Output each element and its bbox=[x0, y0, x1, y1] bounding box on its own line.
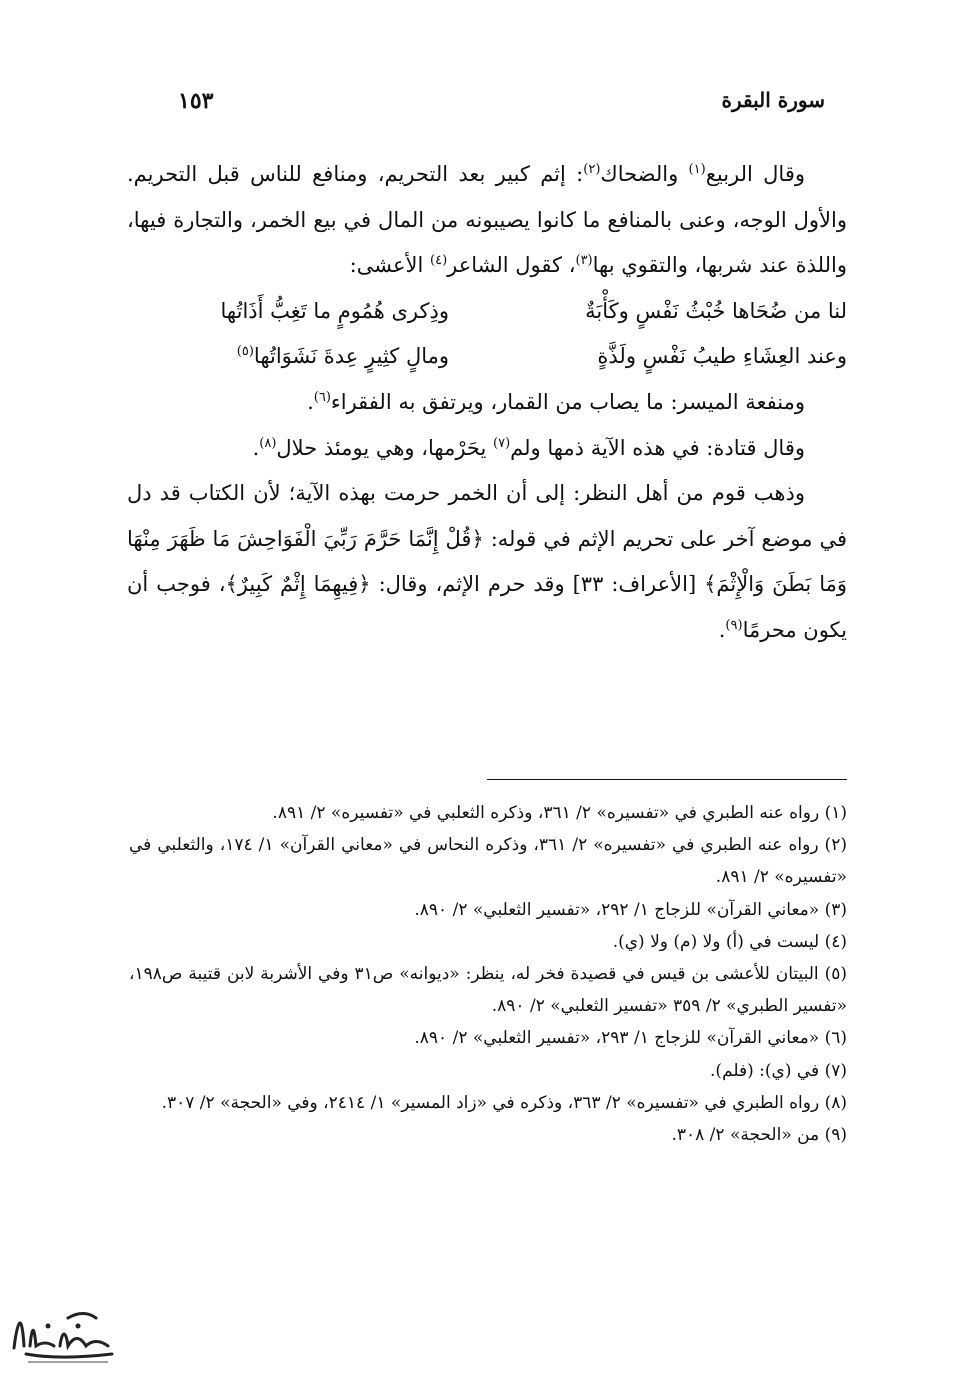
text: : إثم كبير بعد التحريم، ومنافع للناس قبل التحريم. والأول الوجه، وعنى بالمنافع ما كانوا يصيبونه من المال في بيع الخمر، والتجارة فيها، واللذة عند شربها، والتقوي بها bbox=[127, 162, 847, 278]
quran-quote-2: ﴿فِيهِمَا إِثْمٌ كَبِيرٌ﴾ bbox=[225, 572, 371, 597]
verse-2 bbox=[129, 334, 847, 380]
footnote-4: (٤) ليست في (أ) ولا (م) ولا (ي). bbox=[612, 931, 847, 952]
footnote-ref-7[interactable]: (٧) bbox=[493, 435, 511, 451]
footnote-ref-3[interactable]: (٣) bbox=[575, 253, 593, 269]
verse-2-second-hemistich bbox=[129, 334, 449, 380]
text: والضحاك bbox=[600, 162, 689, 186]
main-text bbox=[127, 152, 847, 654]
verse-2-first-hemistich: وعند العِشَاءِ طيبُ نَفْسٍ ولَذَّةٍ bbox=[597, 344, 847, 369]
text: ، كقول الشاعر bbox=[447, 253, 576, 278]
text: وقال الربيع bbox=[705, 162, 806, 186]
footnote-separator bbox=[487, 779, 847, 780]
footnote-2: (٢) رواه عنه الطبري في «تفسيره» ٢/ ٣٦١، وذكره النحاس في «معاني القرآن» ١/ ١٧٤، والثعلبي في «تفسيره» ٢/ ٨٩١. bbox=[129, 835, 847, 888]
publisher-logo bbox=[8, 1296, 120, 1366]
footnote-ref-9[interactable]: (٩) bbox=[725, 617, 743, 633]
text: ، فوجب أن يكون محرمًا bbox=[127, 572, 847, 642]
surah-title: سورة البقرة bbox=[721, 88, 825, 112]
paragraph-4 bbox=[127, 471, 847, 653]
footnote-ref-5[interactable]: (٥) bbox=[236, 344, 254, 360]
footnote-5: (٥) البيتان للأعشى بن قيس في قصيدة فخر له، ينظر: «ديوانه» ص٣١ وفي الأشربة لابن قتيبة ص١٩٨، «تفسير الطبري» ٢/ ٣٥٩ «تفسير الثعلبي» ٢/ ٨٩٠. bbox=[129, 964, 847, 1017]
calligraphy-logo-icon bbox=[8, 1296, 120, 1366]
verse-1-second-hemistich: وذِكرى هُمُومٍ ما تَغِبُّ أَذَاتُها bbox=[220, 298, 449, 323]
text: وقال قتادة: في هذه الآية ذمها ولم bbox=[510, 435, 805, 460]
text: يحَرْمها، وهي يومئذ حلال bbox=[276, 435, 494, 460]
footnote-1: (١) رواه عنه الطبري في «تفسيره» ٢/ ٣٦١، وذكره الثعلبي في «تفسيره» ٢/ ٨٩١. bbox=[272, 803, 847, 823]
paragraph-1 bbox=[127, 152, 847, 289]
footnote-ref-8[interactable]: (٨) bbox=[259, 435, 277, 451]
text: ومنفعة الميسر: ما يصاب من القمار، ويرتفق به الفقراء bbox=[330, 389, 805, 414]
text: . bbox=[307, 389, 314, 414]
poem bbox=[127, 289, 847, 380]
verse-1-first-hemistich: لنا من ضُحَاها خُبْثُ نَفْسٍ وكَأْبَةٌ bbox=[585, 298, 847, 323]
footnote-8: (٨) رواه الطبري في «تفسيره» ٢/ ٣٦٣، وذكره في «زاد المسير» ١/ ٢٤١٤، وفي «الحجة» ٢/ ٣٠٧. bbox=[161, 1092, 847, 1113]
text: [الأعراف: ٣٣] وقد حرم الإثم، وقال: bbox=[370, 572, 705, 597]
footnotes bbox=[129, 797, 847, 1151]
text: الأعشى: bbox=[349, 253, 430, 278]
paragraph-2 bbox=[127, 380, 847, 426]
verse-1 bbox=[129, 289, 847, 335]
page-number: ١٥٣ bbox=[178, 88, 214, 114]
text: . bbox=[718, 617, 726, 642]
footnote-ref-1[interactable]: (١) bbox=[688, 162, 706, 177]
paragraph-3 bbox=[127, 426, 847, 472]
page-header bbox=[150, 88, 825, 120]
footnote-7: (٧) في (ي): (فلم). bbox=[710, 1060, 847, 1081]
quran-quote-1: ﴿قُلْ إِنَّمَا حَرَّمَ رَبِّيَ الْفَوَاحِشَ مَا ظَهَرَ مِنْهَا وَمَا بَطَنَ وَالْإِثْمَ﴾ bbox=[127, 526, 848, 597]
footnote-9: (٩) من «الحجة» ٢/ ٣٠٨. bbox=[671, 1125, 847, 1146]
footnote-6: (٦) «معاني القرآن» للزجاج ١/ ٢٩٣، «تفسير الثعلبي» ٢/ ٨٩٠. bbox=[414, 1028, 847, 1049]
text: . bbox=[252, 435, 260, 460]
footnote-ref-6[interactable]: (٦) bbox=[313, 389, 331, 405]
text: وذهب قوم من أهل النظر: إلى أن الخمر حرمت بهذه الآية؛ لأن الكتاب قد دل في موضع آخر على تحريم الإثم في قوله: bbox=[127, 481, 847, 551]
text: ومالٍ كثِيرٍ عِدةَ نَشَوَاتُها bbox=[253, 344, 449, 369]
footnote-ref-2[interactable]: (٢) bbox=[583, 162, 601, 177]
footnote-ref-4[interactable]: (٤) bbox=[430, 253, 448, 269]
footnote-3: (٣) «معاني القرآن» للزجاج ١/ ٢٩٢، «تفسير الثعلبي» ٢/ ٨٩٠. bbox=[414, 899, 847, 920]
